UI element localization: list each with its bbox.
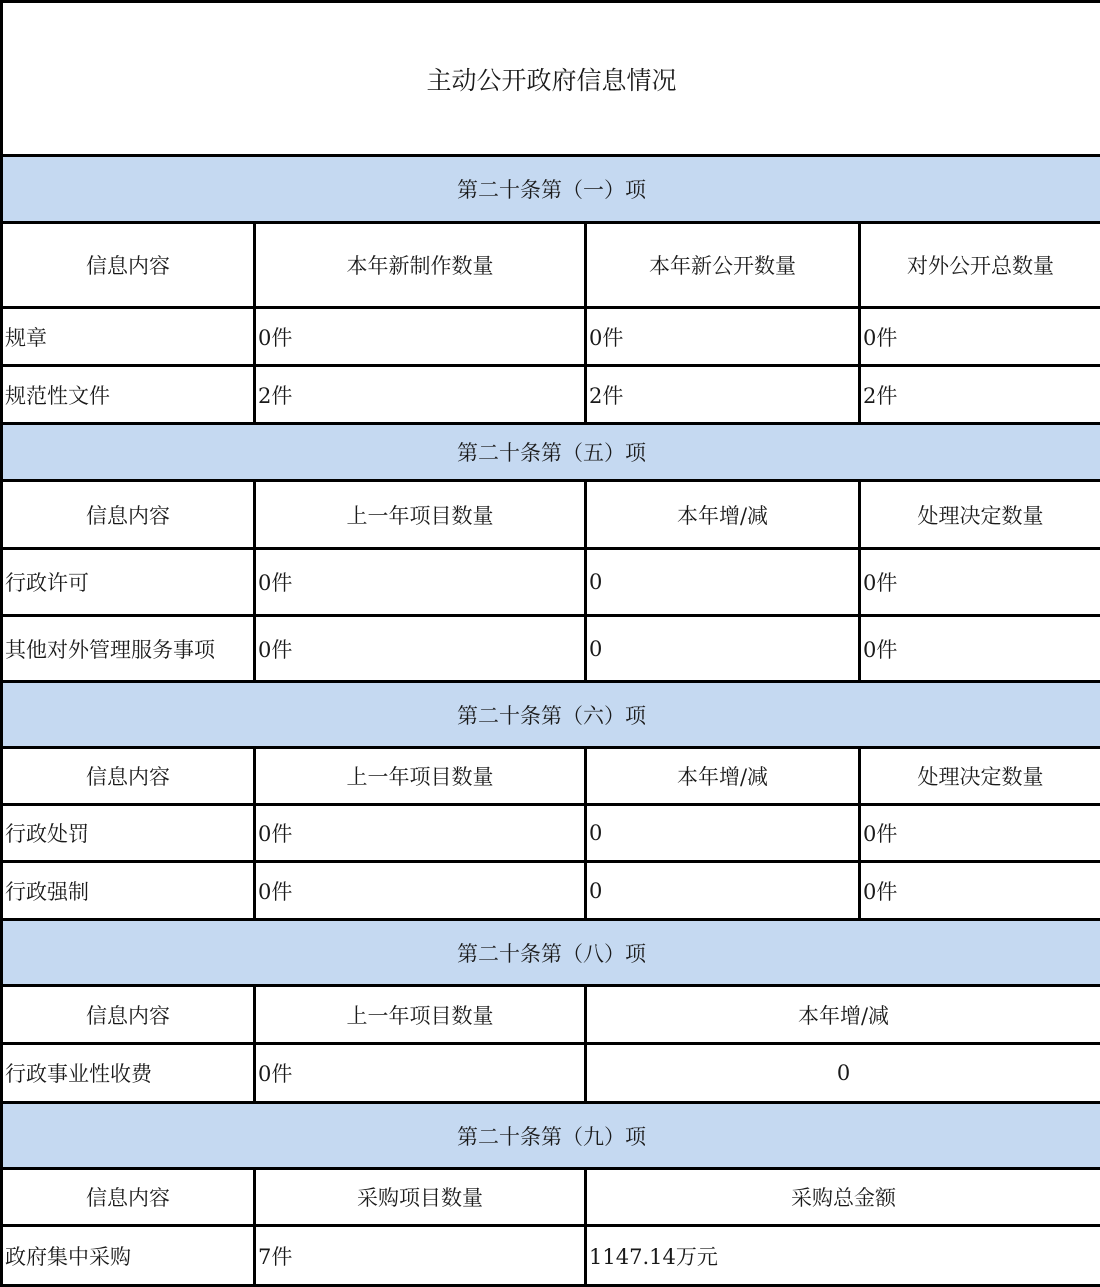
column-header: 上一年项目数量 — [255, 748, 586, 805]
column-header: 信息内容 — [2, 223, 255, 308]
section-heading-article20-6: 第二十条第（六）项 — [2, 682, 1100, 748]
section-heading-article20-1: 第二十条第（一）项 — [2, 156, 1100, 223]
table-row — [2, 1044, 1100, 1103]
table-cell: 0件 — [255, 805, 586, 862]
table-cell: 0 — [586, 1044, 1100, 1103]
table-row — [2, 1226, 1100, 1286]
column-header: 信息内容 — [2, 481, 255, 549]
table-cell: 7件 — [255, 1226, 586, 1286]
row-label: 行政事业性收费 — [2, 1044, 255, 1103]
row-label: 行政许可 — [2, 549, 255, 616]
table-cell: 0件 — [860, 616, 1100, 682]
column-header: 处理决定数量 — [860, 481, 1100, 549]
column-header: 本年增/减 — [586, 481, 860, 549]
table-cell: 0件 — [860, 805, 1100, 862]
section-heading-article20-5: 第二十条第（五）项 — [2, 424, 1100, 481]
table-cell: 2件 — [255, 366, 586, 424]
row-label: 行政处罚 — [2, 805, 255, 862]
table-cell: 0件 — [255, 308, 586, 366]
column-header: 采购项目数量 — [255, 1169, 586, 1226]
row-label: 规范性文件 — [2, 366, 255, 424]
column-header: 本年增/减 — [586, 986, 1100, 1044]
table-cell: 0 — [586, 805, 860, 862]
table-cell: 0 — [586, 549, 860, 616]
table-cell: 0件 — [860, 549, 1100, 616]
section-heading-article20-9: 第二十条第（九）项 — [2, 1103, 1100, 1169]
row-label: 政府集中采购 — [2, 1226, 255, 1286]
column-header: 本年增/减 — [586, 748, 860, 805]
table-cell: 2件 — [586, 366, 860, 424]
table-cell: 0件 — [255, 549, 586, 616]
column-header: 上一年项目数量 — [255, 986, 586, 1044]
table-cell: 0件 — [860, 862, 1100, 920]
table-row — [2, 308, 1100, 366]
column-header: 采购总金额 — [586, 1169, 1100, 1226]
table-cell: 0件 — [255, 616, 586, 682]
row-label: 其他对外管理服务事项 — [2, 616, 255, 682]
column-header: 上一年项目数量 — [255, 481, 586, 549]
column-header: 本年新制作数量 — [255, 223, 586, 308]
table-row — [2, 862, 1100, 920]
table-cell: 0件 — [255, 1044, 586, 1103]
table-cell: 0 — [586, 616, 860, 682]
column-header: 信息内容 — [2, 986, 255, 1044]
table-cell: 1147.14万元 — [586, 1226, 1100, 1286]
table-cell: 2件 — [860, 366, 1100, 424]
table-row — [2, 616, 1100, 682]
section-heading-article20-8: 第二十条第（八）项 — [2, 920, 1100, 986]
table-row — [2, 549, 1100, 616]
column-header: 本年新公开数量 — [586, 223, 860, 308]
column-header: 信息内容 — [2, 1169, 255, 1226]
table-cell: 0 — [586, 862, 860, 920]
table-cell: 0件 — [255, 862, 586, 920]
page-title: 主动公开政府信息情况 — [2, 2, 1100, 156]
table-cell: 0件 — [586, 308, 860, 366]
column-header: 对外公开总数量 — [860, 223, 1100, 308]
row-label: 规章 — [2, 308, 255, 366]
column-header: 信息内容 — [2, 748, 255, 805]
table-row — [2, 366, 1100, 424]
row-label: 行政强制 — [2, 862, 255, 920]
column-header: 处理决定数量 — [860, 748, 1100, 805]
table-row — [2, 805, 1100, 862]
table-cell: 0件 — [860, 308, 1100, 366]
